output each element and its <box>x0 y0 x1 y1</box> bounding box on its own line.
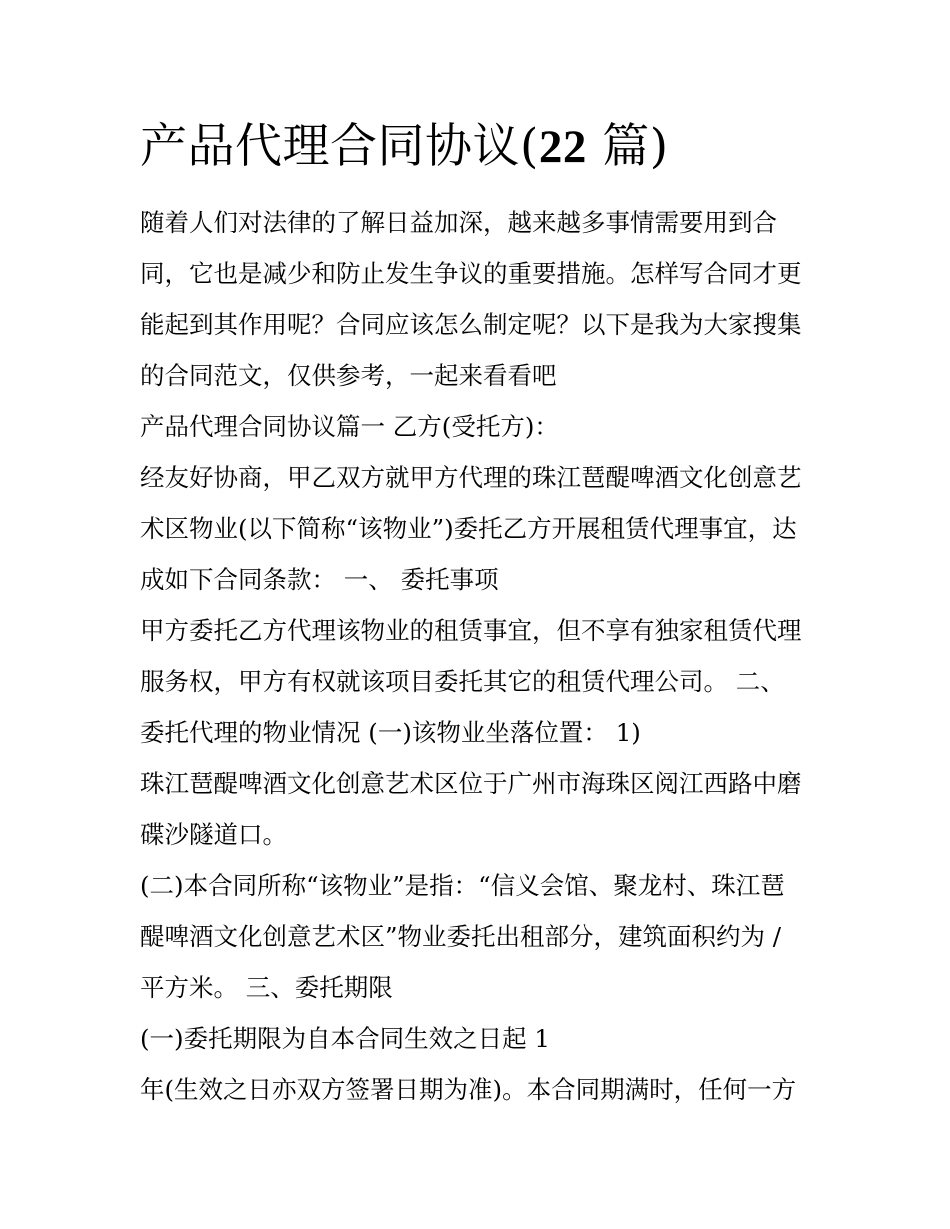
text-line: 珠江琶醍啤酒文化创意艺术区位于广州市海珠区阅江西路中磨 <box>140 769 802 798</box>
text-line: 委托代理的物业情况 (一)该物业坐落位置： 1) <box>140 718 641 747</box>
text-line: 成如下合同条款： 一、 委托事项 <box>140 565 499 594</box>
text-line: 经友好协商，甲乙双方就甲方代理的珠江琶醍啤酒文化创意艺 <box>140 463 802 492</box>
text-line: 平方米。 三、委托期限 <box>140 973 393 1002</box>
text-line: 能起到其作用呢？合同应该怎么制定呢？以下是我为大家搜集 <box>140 310 802 339</box>
text-line: 碟沙隧道口。 <box>140 820 287 849</box>
text-line: 随着人们对法律的了解日益加深，越来越多事情需要用到合 <box>140 208 777 237</box>
text-line: 甲方委托乙方代理该物业的租赁事宜，但不享有独家租赁代理 <box>140 616 802 645</box>
text-line: 术区物业(以下简称“该物业”)委托乙方开展租赁代理事宜，达 <box>140 514 797 543</box>
title-spacing <box>140 176 812 197</box>
section-heading-line: 产品代理合同协议篇一 乙方(受托方)： <box>140 412 559 441</box>
title-count: 22 <box>538 121 587 173</box>
text-line: 年(生效之日亦双方签署日期为准)。本合同期满时，任何一方 <box>140 1075 797 1104</box>
title-main: 产品代理合同协议( <box>140 119 539 174</box>
text-line: 同，它也是减少和防止发生争议的重要措施。怎样写合同才更 <box>140 259 802 288</box>
text-line: 醍啤酒文化创意艺术区”物业委托出租部分，建筑面积约为 / <box>140 922 782 951</box>
text-line: (一)委托期限为自本合同生效之日起 1 <box>140 1024 550 1053</box>
text-line: 的合同范文，仅供参考，一起来看看吧 <box>140 361 557 390</box>
title-tail: 篇) <box>586 119 669 174</box>
text-line: (二)本合同所称“该物业”是指：“信义会馆、聚龙村、珠江琶 <box>140 871 785 900</box>
document-title <box>140 118 812 176</box>
document-text <box>140 197 812 1115</box>
text-line: 服务权，甲方有权就该项目委托其它的租赁代理公司。 二、 <box>140 667 785 696</box>
document-body <box>140 118 812 1115</box>
